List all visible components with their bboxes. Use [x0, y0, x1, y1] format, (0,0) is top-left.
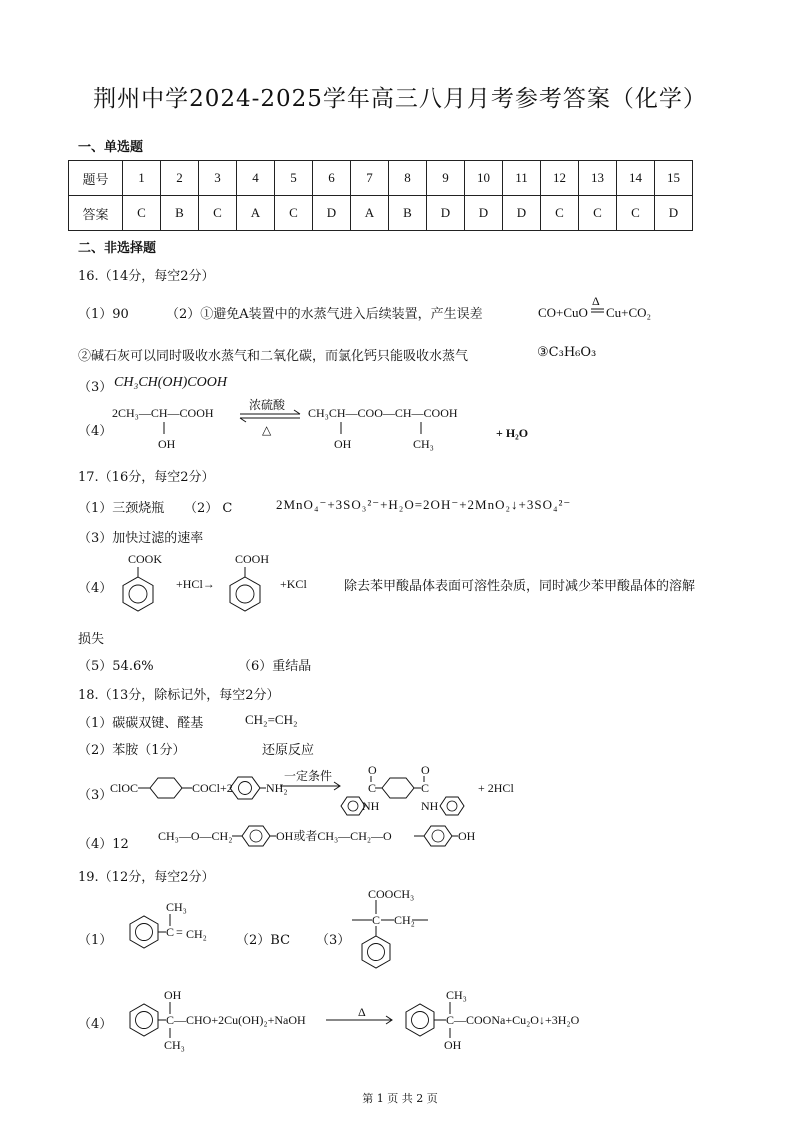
table-cell: C — [123, 196, 161, 231]
table-cell: D — [465, 196, 503, 231]
hydroxyl-group: OH — [164, 988, 182, 1002]
alkene-carbon: C — [166, 925, 175, 939]
table-cell: 7 — [351, 161, 389, 196]
benzene-ring-icon — [440, 797, 464, 815]
quaternary-carbon: C — [372, 913, 381, 927]
q17-answer-6: （6）重结晶 — [238, 659, 312, 674]
q16-answer-4-label: （4） — [78, 424, 113, 439]
methylene-group: CH₂ — [394, 913, 415, 927]
q19-answer-2: （2）BC — [236, 933, 291, 948]
q19-answer-3-label: （3） — [316, 933, 351, 948]
isomer-2-chain: OH或者CH₃—CH₂—O — [276, 829, 392, 843]
section-heading-non-choice: 二、非选择题 — [78, 241, 157, 256]
reagents: —CHO+2Cu(OH)₂+NaOH — [174, 1013, 306, 1027]
table-cell: C — [579, 196, 617, 231]
q18-answer-3-label: （3） — [78, 788, 113, 803]
table-cell: 9 — [427, 161, 465, 196]
carbonyl-oxygen: O — [421, 763, 430, 777]
water-product: + H₂O — [496, 426, 529, 440]
table-cell: 10 — [465, 161, 503, 196]
benzene-ring-icon — [242, 826, 270, 846]
phenol-hydroxyl: OH — [458, 829, 476, 843]
q19-polymer-repeat-unit — [346, 884, 456, 974]
hcl-byproduct: + 2HCl — [478, 781, 514, 795]
table-header-cell: 题号 — [69, 161, 123, 196]
table-cell: 14 — [617, 161, 655, 196]
q16-answer-3-formula: CH₃CH(OH)COOH — [114, 375, 227, 390]
table-row-answers — [69, 196, 693, 231]
page-title: 荆州中学2024-2025学年高三八月月考参考答案（化学） — [93, 86, 707, 112]
acid-chloride-right: COCl+2 — [192, 781, 233, 795]
q17-answer-4-explanation: 除去苯甲酸晶体表面可溶性杂质，同时减少苯甲酸晶体的溶解 — [344, 579, 696, 594]
heat-symbol: △ — [262, 423, 272, 437]
carbonyl-carbon: C — [421, 781, 430, 795]
double-bond: = — [176, 925, 183, 939]
q18-isomer-structures — [158, 822, 498, 852]
q18-answer-4-label: （4）12 — [78, 837, 129, 852]
heat-symbol: Δ — [358, 1005, 366, 1019]
q16-answer-1: （1）90 — [78, 307, 129, 322]
table-cell: A — [237, 196, 275, 231]
lactic-acid-formula: 2CH₃—CH—COOH — [112, 406, 214, 420]
methyl-group: CH₃ — [166, 900, 187, 914]
q16-equation-sign — [590, 296, 606, 316]
table-cell: B — [389, 196, 427, 231]
table-cell: 3 — [199, 161, 237, 196]
central-carbon: C — [166, 1013, 175, 1027]
q19-answer-1-label: （1） — [78, 933, 113, 948]
table-cell: 2 — [161, 161, 199, 196]
page-footer: 第 1 页 共 2 页 — [362, 1092, 438, 1105]
table-cell: D — [503, 196, 541, 231]
product-hydroxyl: OH — [334, 437, 352, 451]
q17-answer-2: （2） C — [184, 501, 233, 516]
table-cell: D — [655, 196, 693, 231]
amide-nh: NH — [362, 799, 380, 813]
table-cell: C — [541, 196, 579, 231]
product-carbon: C — [446, 1013, 455, 1027]
benzene-ring-icon — [130, 1004, 158, 1036]
ester-group: COOCH₃ — [368, 887, 415, 901]
q18-answer-1: （1）碳碳双键、醛基 — [78, 716, 204, 731]
table-cell: 6 — [313, 161, 351, 196]
methylene-group: CH₂ — [186, 927, 207, 941]
q16-answer-2a: （2）①避免A装置中的水蒸气进入后续装置，产生误差 — [166, 307, 483, 322]
q18-answer-2b: 还原反应 — [262, 743, 315, 758]
q17-answer-4-explanation-cont: 损失 — [78, 632, 105, 647]
q17-redox-equation: 2MnO₄⁻+3SO₃²⁻+H₂O=2OH⁻+2MnO₂↓+3SO₄²⁻ — [276, 497, 572, 512]
benzene-ring-icon — [130, 916, 158, 948]
q16-answer-3-label: （3） — [78, 380, 113, 395]
q17-benzoate-reaction — [115, 551, 345, 611]
q18-answer-2: （2）苯胺（1分） — [78, 743, 186, 758]
q18-amide-reaction — [110, 760, 530, 826]
section-heading-single-choice: 一、单选题 — [78, 140, 144, 155]
carboxylic-acid: COOH — [235, 552, 270, 566]
table-cell: C — [617, 196, 655, 231]
q17-answer-5: （5）54.6% — [78, 659, 154, 674]
q16-equation-left: CO+CuO — [538, 305, 588, 320]
catalyst-label: 浓硫酸 — [249, 398, 286, 412]
table-cell: 12 — [541, 161, 579, 196]
benzene-ring-icon — [424, 826, 452, 846]
carbonyl-oxygen: O — [368, 763, 377, 777]
table-header-cell: 答案 — [69, 196, 123, 231]
table-cell: A — [351, 196, 389, 231]
cyclohexane-ring-icon — [150, 778, 182, 798]
table-cell: 4 — [237, 161, 275, 196]
benzene-ring-icon — [362, 936, 390, 968]
cyclohexane-ring-icon — [382, 778, 414, 798]
q19-answer-4-label: （4） — [78, 1017, 113, 1032]
methyl-group: CH₃ — [164, 1038, 185, 1052]
q16-answer-2c: ③C₃H₆O₃ — [537, 345, 597, 360]
product-methyl: CH₃ — [413, 437, 434, 451]
table-cell: B — [161, 196, 199, 231]
products: —COONa+Cu₂O↓+3H₂O — [454, 1013, 580, 1027]
table-cell: D — [313, 196, 351, 231]
q16-equation-right: Cu+CO₂ — [606, 305, 652, 320]
q17-answer-1: （1）三颈烧瓶 — [78, 501, 165, 516]
table-cell: 1 — [123, 161, 161, 196]
q16-answer-2b: ②碱石灰可以同时吸收水蒸气和二氧化碳，而氯化钙只能吸收水蒸气 — [78, 349, 469, 364]
q17-answer-3: （3）加快过滤的速率 — [78, 531, 204, 546]
aniline-amine: NH₂ — [266, 781, 288, 795]
answer-table — [68, 160, 693, 231]
table-cell: C — [199, 196, 237, 231]
q17-answer-4-label: （4） — [78, 581, 113, 596]
q19-alpha-methylstyrene — [112, 898, 222, 958]
kcl-product: +KCl — [280, 577, 307, 591]
table-cell: 13 — [579, 161, 617, 196]
hcl-reagent: +HCl→ — [176, 577, 215, 591]
product-hydroxyl: OH — [444, 1038, 462, 1052]
reaction-condition: 一定条件 — [284, 769, 333, 783]
product-methyl: CH₃ — [446, 988, 467, 1002]
acid-chloride-left: ClOC — [110, 781, 139, 795]
table-cell: 5 — [275, 161, 313, 196]
ester-product-formula: CH₃CH—COO—CH—COOH — [308, 406, 458, 420]
table-cell: 15 — [655, 161, 693, 196]
table-cell: D — [427, 196, 465, 231]
benzene-ring-icon — [123, 577, 153, 611]
q16-heading: 16.（14分，每空2分） — [78, 269, 215, 284]
benzene-ring-icon — [230, 577, 260, 611]
table-cell: 11 — [503, 161, 541, 196]
table-cell: 8 — [389, 161, 427, 196]
hydroxyl-group: OH — [158, 437, 176, 451]
benzene-ring-icon — [230, 777, 260, 799]
potassium-carboxylate: COOK — [128, 552, 163, 566]
q18-heading: 18.（13分，除标记外，每空2分） — [78, 688, 280, 703]
q16-esterification-equation — [112, 400, 572, 460]
q19-oxidation-reaction — [112, 986, 622, 1054]
q19-heading: 19.（12分，每空2分） — [78, 870, 215, 885]
table-row-numbers — [69, 161, 693, 196]
amide-nh: NH — [421, 799, 439, 813]
carbonyl-carbon: C — [368, 781, 377, 795]
q18-answer-1-formula: CH₂=CH₂ — [245, 712, 298, 727]
benzene-ring-icon — [406, 1004, 434, 1036]
table-cell: C — [275, 196, 313, 231]
isomer-1-chain: CH₃—O—CH₂ — [158, 829, 233, 843]
q17-heading: 17.（16分，每空2分） — [78, 470, 215, 485]
heat-symbol: Δ — [592, 294, 600, 308]
